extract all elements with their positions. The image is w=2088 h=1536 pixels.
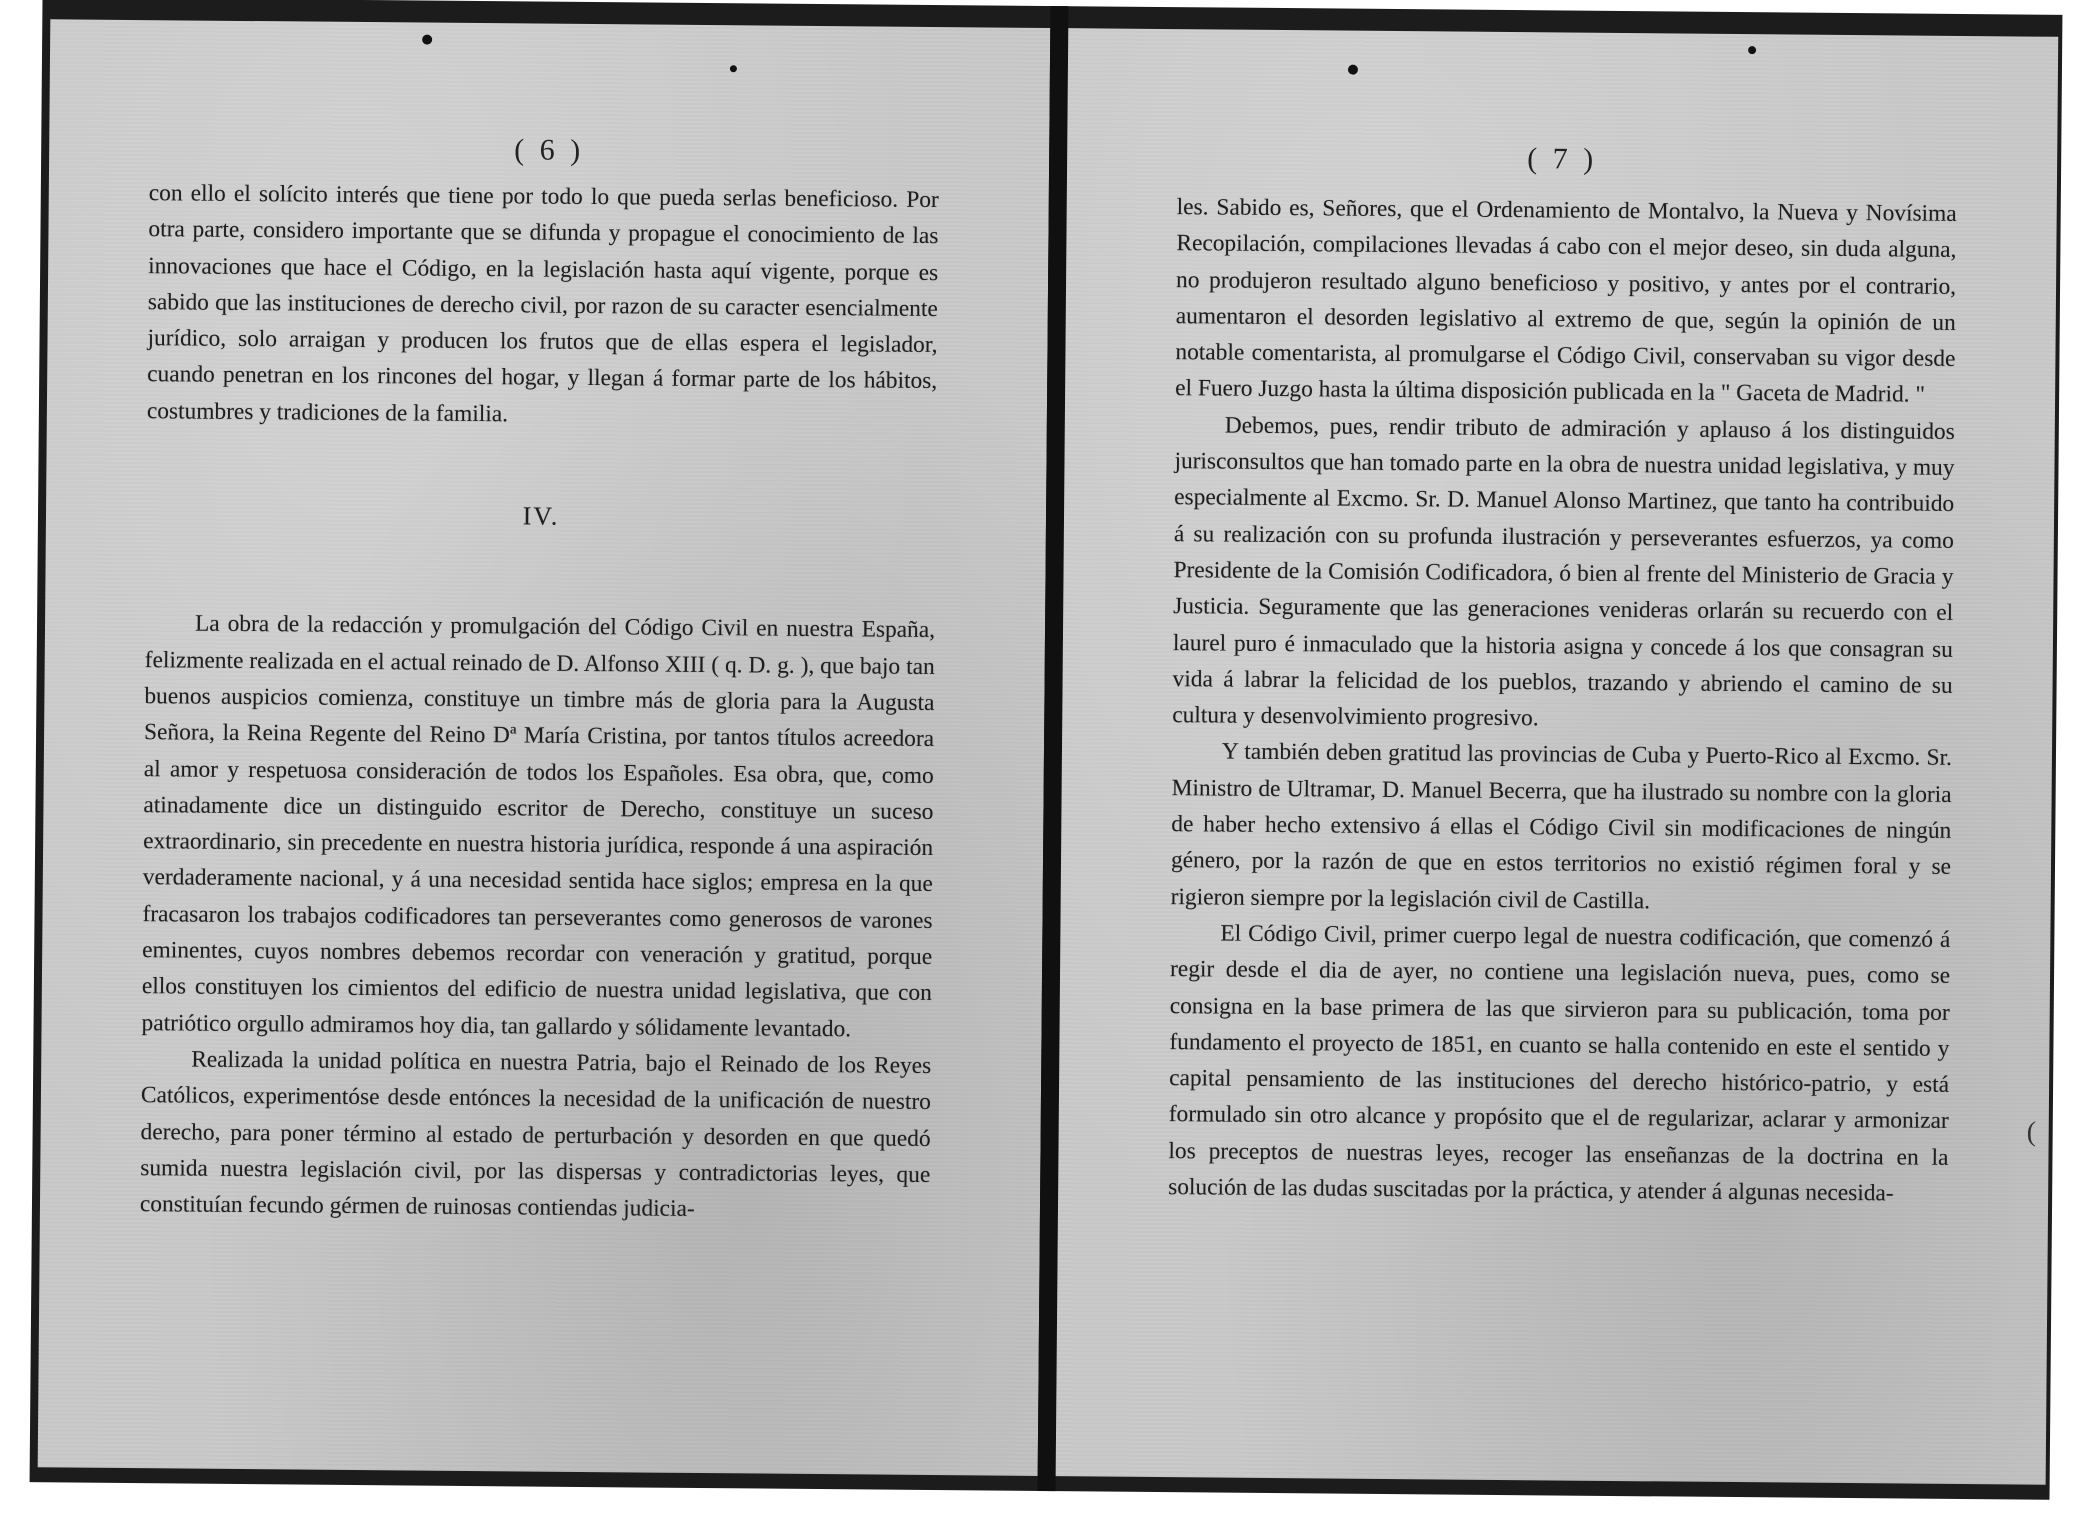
ink-speck xyxy=(422,35,432,45)
book-spread xyxy=(30,0,2063,1500)
left-page-text xyxy=(140,175,939,1229)
right-page xyxy=(1056,28,2059,1485)
paragraph: con ello el solícito interés que tiene por todo lo que pueda serlas beneficioso. Por otra parte, considero importante que se difunda y propague el conocimiento de las innovaciones que hace el Código, en la legislación hasta aquí vigente, porque es sabido que las instituciones de derecho civil, por razon de su caracter esencialmente jurídico, solo arraigan y producen los frutos que de ellas espera el legislador, cuando penetran en los rincones del hogar, y llegan á formar parte de los hábitos, costumbres y tradiciones de la familia. xyxy=(146,180,939,428)
paragraph: La obra de la redacción y promulgación del Código Civil en nuestra España, felizmente realizada en el actual reinado de D. Alfonso XIII ( q. D. g. ), que bajo tan buenos auspicios comienza, constituye un timbre más de gloria para la Augusta Señora, la Reina Regente del Reino Dª María Cristina, por tantos títulos acreedora al amor y respetuosa consideración de todos los Españoles. Esa obra, que, como atinadamente dice un distinguido escritor de Derecho, constituye un suceso extraordinario, sin precedente en nuestra historia jurídica, responde á una aspiración verdaderamente nacional, y á una necesidad sentida hace siglos; empresa en la que fracasaron los trabajos codificadores tan perseverantes como generosos de varones eminentes, cuyos nombres debemos recordar con veneración y gratitud, porque ellos constituyen los cimientos del edificio de nuestra unidad legislativa, que con patriótico orgullo admiramos hoy dia, tan gallardo y sólidamente levantado. xyxy=(141,610,936,1042)
ink-speck xyxy=(1748,46,1756,54)
bracket-mark: ( xyxy=(2026,1116,2037,1148)
page-number: ( 7 ) xyxy=(1527,142,1598,176)
paragraph: Y también deben gratitud las provincias de Cuba y Puerto-Rico al Excmo. Sr. Ministro de Ultramar, D. Manuel Becerra, que ha ilustrado su nombre con la gloria de haber hecho extensivo á ellas el Código Civil sin modificaciones de ningún género, por la razón de que en estos territorios no existió régimen foral y se rigieron siempre por la legislación civil de Castilla. xyxy=(1170,738,1953,914)
ink-speck xyxy=(730,65,737,72)
ink-speck xyxy=(1348,65,1358,75)
paragraph: Debemos, pues, rendir tributo de admiración y aplauso á los distinguidos jurisconsultos que han tomado parte en la obra de nuestra unidad legislativa, y muy especialmente al Excmo. Sr. D. Manuel Alonso Martinez, que tanto ha contribuido á su realización con su profunda ilustración y perseverantes esfuerzos, ya como Presidente de la Comisión Codificadora, ó bien al frente del Ministerio de Gracia y Justicia. Seguramente que las generaciones venideras orlarán su recuerdo con el laurel puro é inmaculado que la historia asigna y concede á los que consagran su vida á labrar la felicidad de los pueblos, trazando y abriendo el camino de su cultura y desenvolvimiento progresivo. xyxy=(1172,412,1955,732)
section-heading: IV. xyxy=(522,501,560,531)
paragraph: Realizada la unidad política en nuestra Patria, bajo el Reinado de los Reyes Católicos, experimentóse desde entónces la necesidad de la unificación de nuestro derecho, para poner término al estado de perturbación y desorden en que quedó sumida nuestra legislación civil, por las dispersas y contradictorias leyes, que constituían fecundo gérmen de ruinosas contiendas judicia- xyxy=(139,1046,932,1223)
paragraph: El Código Civil, primer cuerpo legal de nuestra codificación, que comenzó á regir desde el dia de ayer, no contiene una legislación nueva, pues, como se consigna en la base primera de las que sirvieron para su publicación, toma por fundamento el proyecto de 1851, en cuanto se halla contenido en este el sentido y capital pensamiento de las instituciones del derecho histórico-patrio, y está formulado sin otro alcance y propósito que el de regularizar, aclarar y armonizar los preceptos de nuestras leyes, recoger las enseñanzas de la doctrina en la solución de las dudas suscitadas por la práctica, y atender á algunas necesida- xyxy=(1168,920,1951,1207)
paragraph: les. Sabido es, Señores, que el Ordenamiento de Montalvo, la Nueva y Novísima Recopilación, compilaciones llevadas á cabo con el mejor deseo, sin duda alguna, no produjeron resultado alguno beneficioso y positivo, y antes por el contrario, aumentaron el desorden legislativo al extremo de que, según la opinión de un notable comentarista, al promulgarse el Código Civil, conservaban su vigor desde el Fuero Juzgo hasta la última disposición publicada en la " Gaceta de Madrid. " xyxy=(1175,194,1957,409)
right-page-text xyxy=(1168,189,1957,1212)
page-number: ( 6 ) xyxy=(514,133,585,167)
left-page xyxy=(38,19,1051,1476)
